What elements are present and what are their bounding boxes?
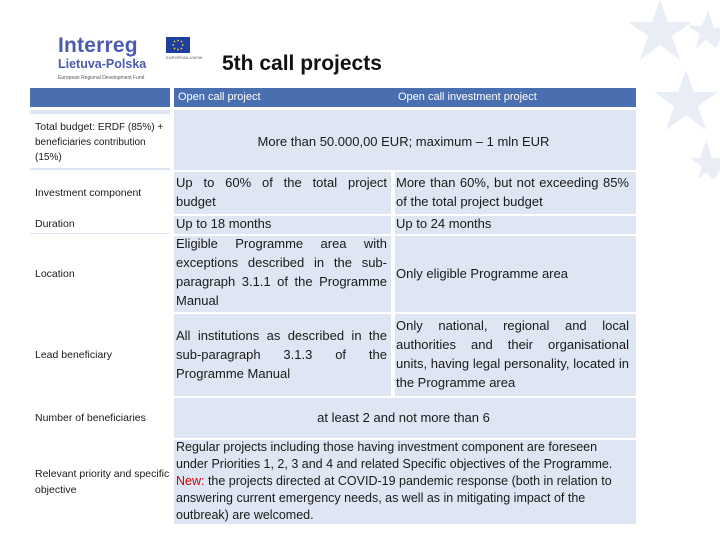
col-divider <box>391 216 395 234</box>
header-blank-cell <box>30 88 170 107</box>
duration-col2: Up to 24 months <box>396 216 492 231</box>
priority-text <box>176 439 631 524</box>
label-total-budget <box>30 114 170 168</box>
header-open-call-investment: Open call investment project <box>398 91 537 103</box>
total-budget-value: More than 50.000,00 EUR; maximum – 1 mln EUR <box>257 134 550 149</box>
number-value: at least 2 and not more than 6 <box>317 410 490 425</box>
eu-flag-icon <box>166 37 190 53</box>
col-divider <box>391 172 395 214</box>
label-relevant-priority: Relevant priority and specific objective <box>30 440 170 524</box>
investment-col2: More than 60%, but not exceeding 85% of the total project budget <box>396 175 629 209</box>
label-number-of-beneficiaries: Number of beneficiaries <box>30 398 170 438</box>
col-divider <box>170 236 174 312</box>
logo-wordmark: Interreg <box>58 34 138 57</box>
logo-subtitle: Lietuva-Polska <box>58 57 147 71</box>
col-divider <box>170 314 174 396</box>
header-open-call: Open call project <box>178 91 261 103</box>
col-divider <box>391 236 395 312</box>
label-location: Location <box>30 236 170 312</box>
col-divider <box>170 172 174 214</box>
duration-col1: Up to 18 months <box>176 216 272 231</box>
label-lead-beneficiary: Lead beneficiary <box>30 314 170 396</box>
location-col1: Eligible Programme area with exceptions described in the sub-paragraph 3.1.1 of the Programme Manual <box>176 236 387 308</box>
interreg-logo <box>58 34 203 82</box>
label-total-budget-strong: Total budget: <box>35 121 96 133</box>
priority-new-label: New: <box>176 474 205 488</box>
priority-text-a: Regular projects including those having investment component are foreseen under Priorities 1, 2, 3 and 4 and related Specific objectives of the Programme. <box>176 440 613 471</box>
eu-caption: EUROPEAN UNION <box>166 55 203 60</box>
page-title: 5th call projects <box>222 52 382 75</box>
label-duration: Duration <box>30 215 170 233</box>
investment-col1: Up to 60% of the total project budget <box>176 175 387 209</box>
label-total-budget-rest: ERDF (85%) + beneficiaries contribution (15%) <box>35 122 164 163</box>
label-investment-component: Investment component <box>30 172 170 214</box>
col-divider <box>170 110 174 170</box>
location-col2: Only eligible Programme area <box>396 266 568 281</box>
lead-col2: Only national, regional and local authorities and their organisational units, having legal personality, located in the Programme area <box>396 318 629 390</box>
col-divider <box>170 216 174 234</box>
logo-fund-line: European Regional Development Fund <box>58 75 145 81</box>
priority-text-b: the projects directed at COVID-19 pandemic response (both in relation to answering current emergency needs, as well as in mitigating impact of the outbreak) are welcomed. <box>176 474 612 522</box>
col-divider <box>170 440 174 524</box>
col-divider <box>170 398 174 438</box>
col-divider <box>391 314 395 396</box>
lead-col1: All institutions as described in the sub-paragraph 3.1.3 of the Programme Manual <box>176 328 387 381</box>
